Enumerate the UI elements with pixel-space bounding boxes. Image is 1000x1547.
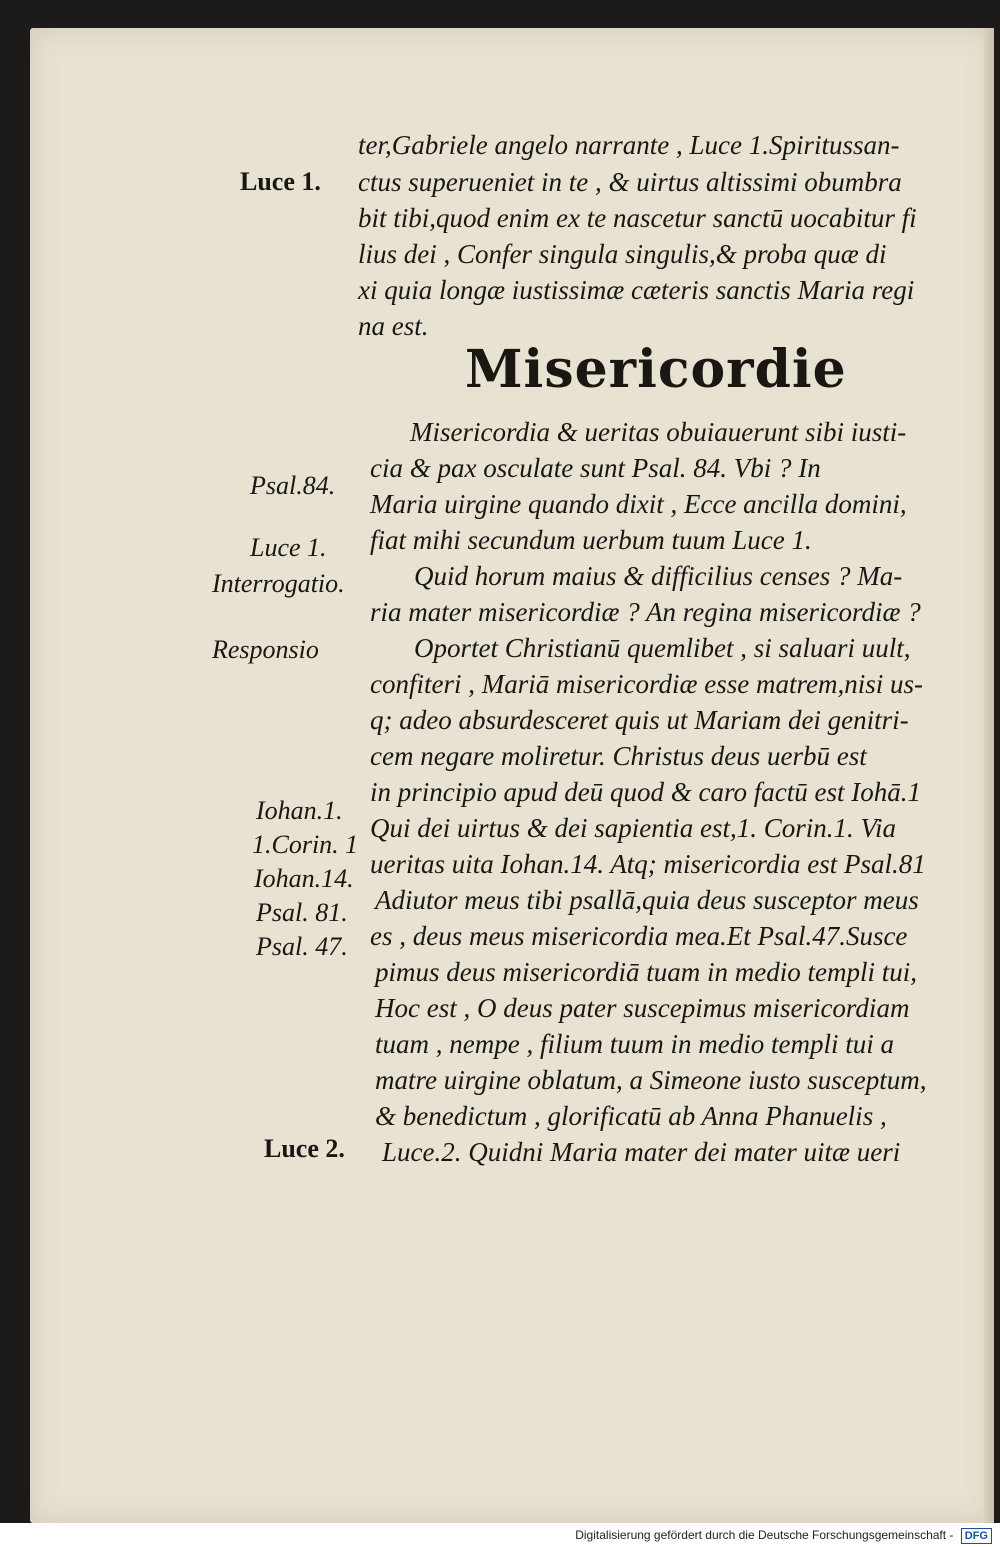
- text-line: confiteri , Mariā misericordiæ esse matrem,nisi us-: [370, 669, 923, 699]
- margin-note: Psal. 47.: [256, 932, 348, 961]
- text-line: pimus deus misericordiā tuam in medio templi tui,: [375, 957, 917, 987]
- text-line: matre uirgine oblatum, a Simeone iusto susceptum,: [375, 1065, 927, 1095]
- margin-note: 1.Corin. 1: [252, 830, 359, 859]
- text-line: ria mater misericordiæ ? An regina misericordiæ ?: [370, 597, 921, 627]
- text-line: cia & pax osculate sunt Psal. 84. Vbi ? In: [370, 453, 821, 483]
- text-line: bit tibi,quod enim ex te nascetur sanctū uocabitur fi: [358, 203, 917, 233]
- text-line: Adiutor meus tibi psallā,quia deus susceptor meus: [375, 885, 919, 915]
- margin-note: Luce 2.: [264, 1134, 345, 1163]
- margin-note: Responsio: [212, 635, 319, 664]
- text-line: xi quia longæ iustissimæ cæteris sanctis Maria regi: [358, 275, 915, 305]
- margin-note: Psal. 81.: [256, 898, 348, 927]
- text-line: ctus superueniet in te , & uirtus altissimi obumbra: [358, 167, 902, 197]
- text-line: Hoc est , O deus pater suscepimus misericordiam: [375, 993, 910, 1023]
- margin-note: Interrogatio.: [212, 569, 345, 598]
- margin-note: Iohan.14.: [254, 864, 354, 893]
- text-line: ter,Gabriele angelo narrante , Luce 1.Spiritussan-: [358, 130, 900, 160]
- text-line: es , deus meus misericordia mea.Et Psal.47.Susce: [370, 921, 908, 951]
- text-line: Quid horum maius & difficilius censes ? Ma-: [414, 561, 903, 591]
- text-line: lius dei , Confer singula singulis,& proba quæ di: [358, 239, 887, 269]
- text-line: Qui dei uirtus & dei sapientia est,1. Corin.1. Via: [370, 813, 896, 843]
- page-edge: [984, 28, 994, 1523]
- text-line: ueritas uita Iohan.14. Atq; misericordia est Psal.81: [370, 849, 926, 879]
- margin-note: Psal.84.: [250, 471, 336, 500]
- margin-note: Luce 1.: [250, 533, 327, 562]
- text-line: Luce.2. Quidni Maria mater dei mater uitæ ueri: [382, 1137, 901, 1167]
- text-line: Maria uirgine quando dixit , Ecce ancilla domini,: [370, 489, 907, 519]
- margin-note: Iohan.1.: [256, 796, 343, 825]
- text-line: in principio apud deū quod & caro factū est Iohā.1: [370, 777, 921, 807]
- text-line: Misericordia & ueritas obuiauerunt sibi iusti-: [410, 417, 907, 447]
- text-line: & benedictum , glorificatū ab Anna Phanuelis ,: [375, 1101, 887, 1131]
- text-line: Oportet Christianū quemlibet , si saluari uult,: [414, 633, 911, 663]
- book-page: [30, 28, 994, 1523]
- text-line: cem negare moliretur. Christus deus uerbū est: [370, 741, 867, 771]
- digitization-footer: [0, 1523, 1000, 1547]
- text-line: fiat mihi secundum uerbum tuum Luce 1.: [370, 525, 812, 555]
- text-line: tuam , nempe , filium tuum in medio templi tui a: [375, 1029, 894, 1059]
- footer-credit: Digitalisierung gefördert durch die Deutsche Forschungsgemeinschaft -: [575, 1528, 954, 1542]
- text-line: q; adeo absurdesceret quis ut Mariam dei genitri-: [370, 705, 909, 735]
- margin-note: Luce 1.: [240, 167, 321, 196]
- dfg-logo: DFG: [961, 1528, 992, 1544]
- text-line: na est.: [358, 311, 429, 341]
- section-heading: Misericordie: [465, 339, 847, 400]
